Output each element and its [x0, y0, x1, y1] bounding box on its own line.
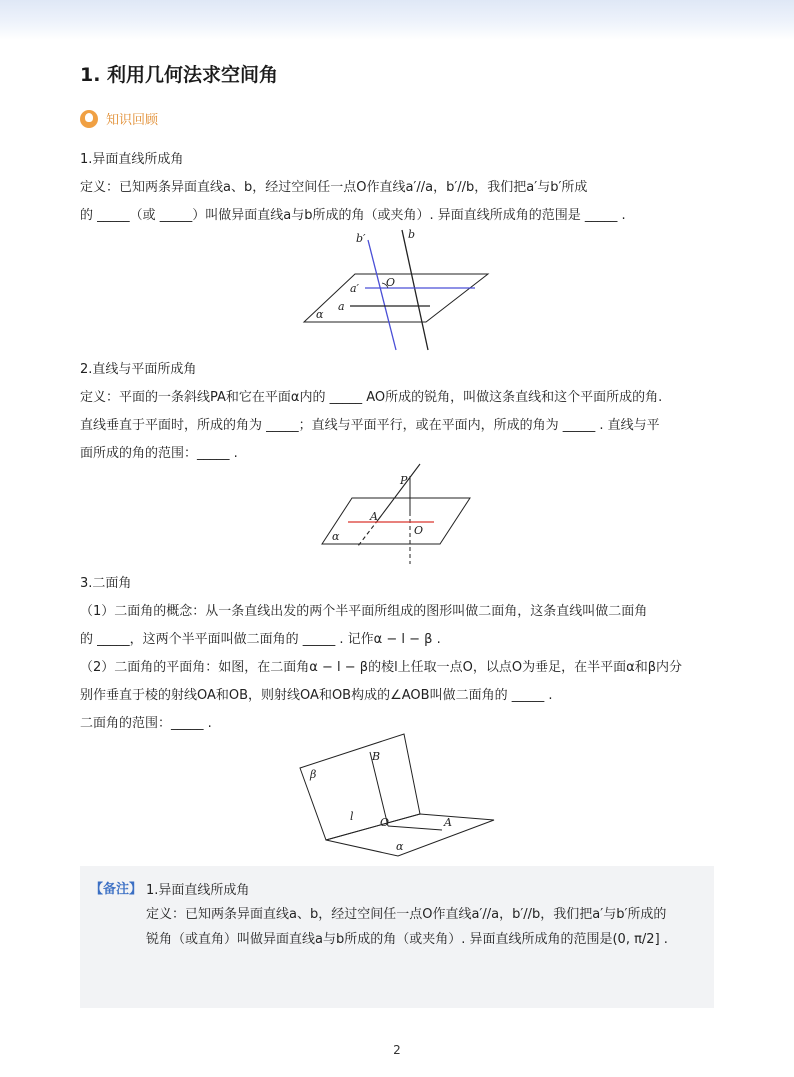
plane-alpha	[322, 498, 470, 544]
plane-alpha	[304, 274, 488, 322]
section-2-line-2: 直线垂直于平面时，所成的角为 _____；直线与平面平行，或在平面内，所成的角为 _____ . 直线与平	[80, 418, 660, 433]
line-PA	[378, 464, 420, 520]
section-3-line-1: （1）二面角的概念：从一条直线出发的两个半平面所组成的图形叫做二面角，这条直线叫做二面角	[80, 604, 648, 619]
label-b-prime: b′	[356, 232, 366, 245]
label-B: B	[372, 750, 381, 763]
lightbulb-icon	[80, 110, 98, 128]
section-3-line-4: 别作垂直于棱的射线OA和OB，则射线OA和OB构成的∠AOB叫做二面角的 _____ .	[80, 688, 553, 703]
section-heading-1: 1.异面直线所成角	[80, 152, 184, 167]
page-number: 2	[393, 1043, 401, 1057]
section-3-line-3: （2）二面角的平面角：如图，在二面角α − l − β的棱l上任取一点O，以点O为垂足，在半平面α和β内分	[80, 660, 683, 675]
line-b	[402, 230, 428, 350]
label-b: b	[408, 228, 416, 241]
section-1-line-2: 的 _____（或 _____）叫做异面直线a与b所成的角（或夹角）. 异面直线所成角的范围是 _____ .	[80, 208, 626, 223]
header-band	[0, 0, 794, 40]
section-1-line-1: 定义：已知两条异面直线a、b，经过空间任一点O作直线a′//a，b′//b，我们把a′与b′所成	[80, 180, 588, 195]
line-PA-hidden	[358, 520, 378, 546]
note-tag: 【备注】	[90, 882, 143, 897]
label-A: A	[444, 816, 452, 829]
note-line-2: 锐角（或直角）叫做异面直线a与b所成的角（或夹角）. 异面直线所成角的范围是(0, π/2] .	[146, 932, 668, 947]
label-alpha: α	[332, 530, 340, 543]
section-heading-3: 3.二面角	[80, 576, 132, 591]
section-3-line-5: 二面角的范围：_____ .	[80, 716, 212, 731]
label-O: O	[386, 276, 396, 289]
half-plane-beta	[300, 734, 420, 840]
line-b-prime	[368, 240, 396, 350]
review-heading	[80, 109, 158, 128]
section-2-line-3: 面所成的角的范围：_____ .	[80, 446, 238, 461]
section-heading-2: 2.直线与平面所成角	[80, 362, 197, 377]
label-P: P	[400, 474, 408, 487]
label-O: O	[380, 816, 390, 829]
label-O: O	[414, 524, 424, 537]
note-heading: 1.异面直线所成角	[146, 883, 250, 898]
label-a-prime: a′	[350, 282, 360, 295]
label-alpha: α	[316, 308, 324, 321]
section-2-line-1: 定义：平面的一条斜线PA和它在平面α内的 _____ AO所成的锐角，叫做这条直线和这个平面所成的角.	[80, 390, 663, 405]
label-l: l	[350, 810, 354, 823]
note-line-1: 定义：已知两条异面直线a、b，经过空间任一点O作直线a′//a，b′//b，我们把a′与b′所成的	[146, 907, 667, 922]
label-alpha: α	[396, 840, 404, 853]
figure-line-plane-angle	[318, 462, 478, 572]
section-3-line-2: 的 _____，这两个半平面叫做二面角的 _____ . 记作α − l − β .	[80, 632, 441, 647]
label-beta: β	[310, 768, 317, 781]
figure-skew-lines	[290, 226, 500, 354]
label-A: A	[370, 510, 378, 523]
ray-OA	[388, 826, 442, 830]
review-label: 知识回顾	[106, 113, 159, 128]
label-a: a	[338, 300, 345, 313]
figure-dihedral-angle	[296, 732, 502, 860]
page-title: 1. 利用几何法求空间角	[80, 64, 279, 86]
